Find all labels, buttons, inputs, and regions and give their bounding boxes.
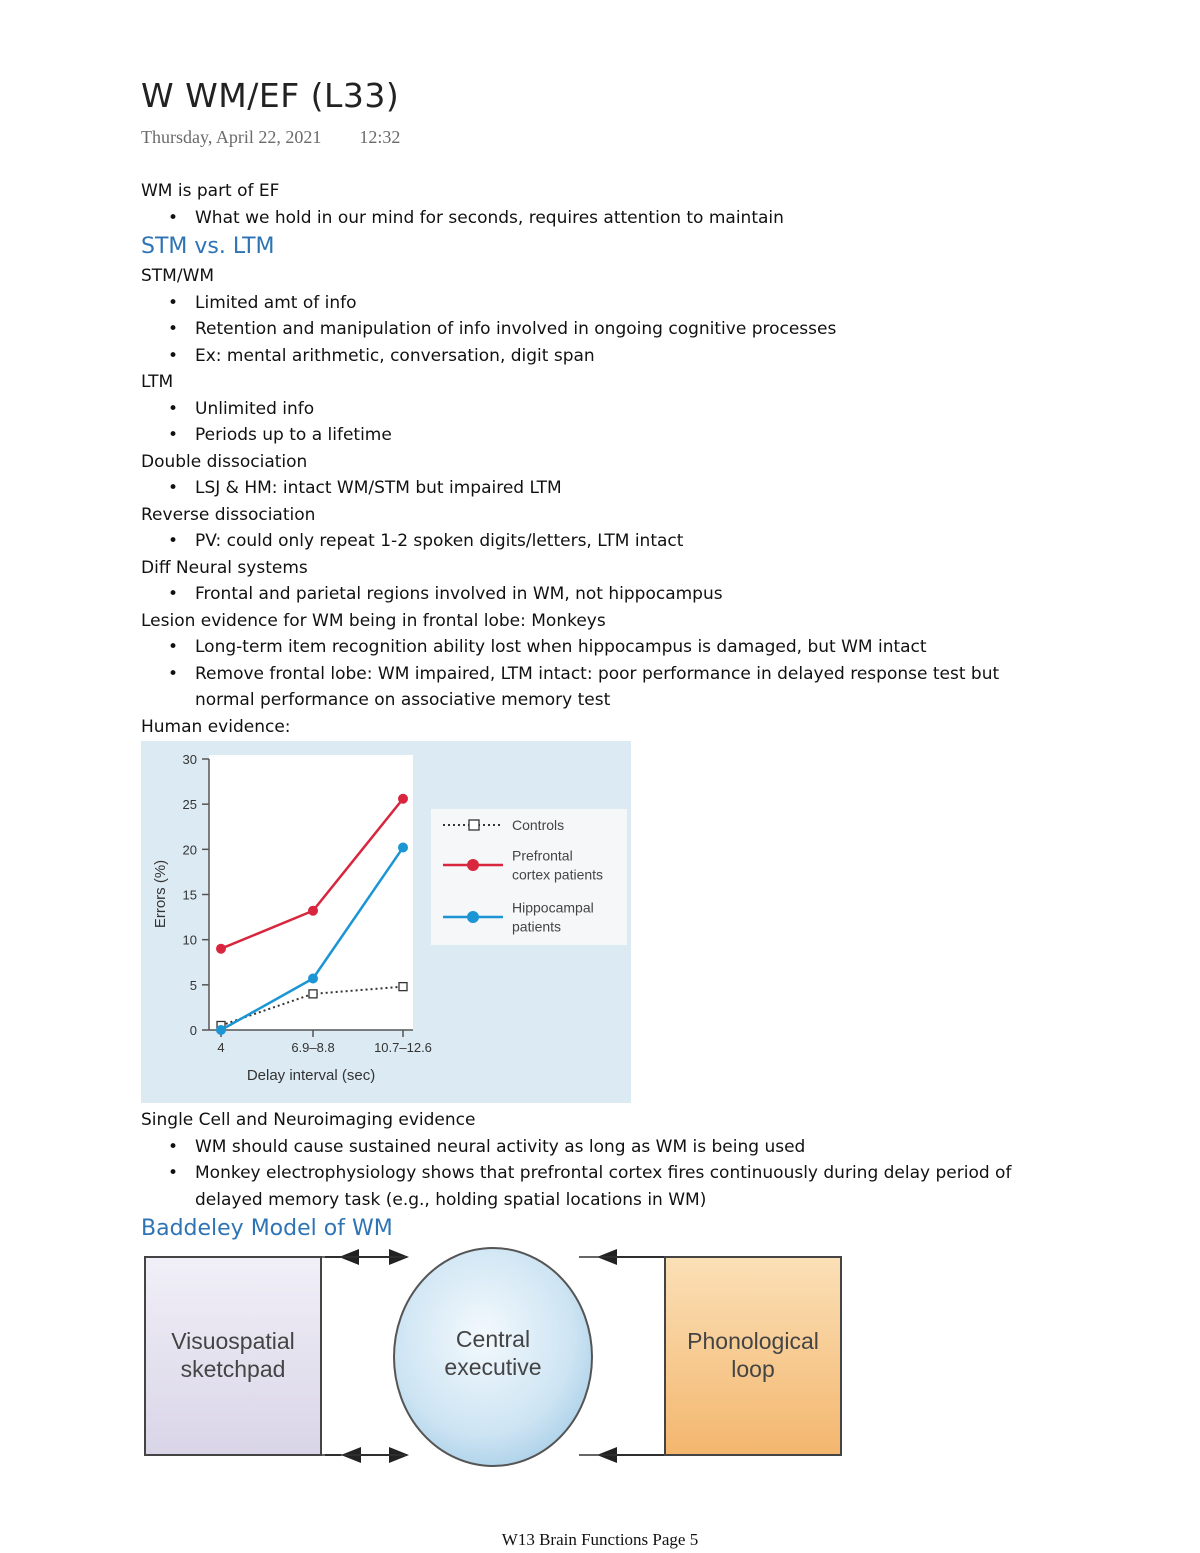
- page-meta: [141, 127, 400, 148]
- single-cell-label: Single Cell and Neuroimaging evidence: [141, 1110, 476, 1130]
- page-title: W WM/EF (L33): [141, 76, 400, 115]
- double-dissociation-bullets: [141, 475, 1051, 502]
- double-dissociation-label: Double dissociation: [141, 451, 308, 472]
- legend-label: Hippocampal: [512, 899, 594, 916]
- y-tick-label: 10: [182, 932, 197, 948]
- stm-ltm-heading: STM vs. LTM: [141, 234, 275, 259]
- bullet-item: • Frontal and parietal regions involved in WM, not hippocampus: [195, 581, 1051, 608]
- baddeley-model-diagram: [141, 1247, 861, 1477]
- x-tick-label: 6.9–8.8: [291, 1040, 335, 1055]
- bullet-item: • WM should cause sustained neural activity as long as WM is being used: [195, 1134, 1051, 1161]
- legend-marker: [467, 859, 479, 871]
- bullet-item: • Limited amt of info: [195, 290, 1051, 317]
- y-tick-label: 30: [182, 752, 197, 767]
- data-point: [309, 990, 317, 998]
- central-executive-label-2: executive: [444, 1354, 542, 1380]
- bullet-item: • Periods up to a lifetime: [195, 422, 1051, 449]
- visuospatial-label-1: Visuospatial: [171, 1328, 295, 1354]
- neural-systems-bullets: [141, 581, 1051, 608]
- y-tick-label: 20: [182, 842, 197, 858]
- human-evidence-label: Human evidence:: [141, 716, 291, 737]
- intro-bullets: [141, 205, 1051, 232]
- y-tick-label: 25: [182, 797, 197, 813]
- intro-text: WM is part of EF: [141, 181, 280, 201]
- bullet-item: • Ex: mental arithmetic, conversation, digit span: [195, 343, 1051, 370]
- bullet-item: • LSJ & HM: intact WM/STM but impaired LTM: [195, 475, 1051, 502]
- y-tick-label: 5: [189, 977, 197, 993]
- bullet-item: • Long-term item recognition ability lost when hippocampus is damaged, but WM intact: [195, 634, 1051, 661]
- data-point: [398, 794, 408, 804]
- reverse-dissociation-bullets: [141, 528, 1051, 555]
- legend-label: cortex patients: [512, 866, 604, 883]
- x-tick-label: 4: [217, 1040, 225, 1055]
- ltm-label: LTM: [141, 372, 174, 392]
- x-tick-label: 10.7–12.6: [374, 1040, 432, 1055]
- data-point: [216, 1025, 226, 1035]
- page-footer: W13 Brain Functions Page 5: [501, 1530, 699, 1549]
- page-time: 12:32: [359, 127, 401, 147]
- y-axis-label: Errors (%): [152, 859, 169, 929]
- bullet-item: • What we hold in our mind for seconds, requires attention to maintain: [195, 205, 1051, 232]
- data-point: [308, 974, 318, 984]
- central-executive-label-1: Central: [455, 1326, 531, 1352]
- baddeley-model-svg: [141, 1247, 861, 1477]
- neural-systems-label: Diff Neural systems: [141, 557, 308, 578]
- y-tick-label: 0: [189, 1023, 197, 1038]
- data-point: [398, 843, 408, 853]
- legend-label: patients: [512, 918, 562, 935]
- y-tick-label: 15: [182, 887, 197, 903]
- visuospatial-label-2: sketchpad: [180, 1356, 286, 1382]
- bullet-item: • Remove frontal lobe: WM impaired, LTM intact: poor performance in delayed response test but normal performance on associative memory test: [195, 661, 1051, 714]
- page-date: Thursday, April 22, 2021: [141, 127, 322, 147]
- x-axis-label: Delay interval (sec): [246, 1067, 376, 1084]
- legend-label: Prefrontal: [512, 847, 573, 864]
- reverse-dissociation-label: Reverse dissociation: [141, 504, 316, 525]
- data-point: [308, 906, 318, 916]
- bullet-item: • PV: could only repeat 1-2 spoken digits/letters, LTM intact: [195, 528, 1051, 555]
- phonological-label-1: Phonological: [687, 1328, 819, 1354]
- errors-chart: [141, 741, 631, 1103]
- data-point: [399, 983, 407, 991]
- ltm-bullets: [141, 396, 1051, 449]
- stm-bullets: [141, 290, 1051, 370]
- bullet-item: • Retention and manipulation of info involved in ongoing cognitive processes: [195, 316, 1051, 343]
- stm-label: STM/WM: [141, 266, 215, 286]
- legend-marker: [467, 911, 479, 923]
- single-cell-bullets: [141, 1134, 1051, 1214]
- data-point: [216, 944, 226, 954]
- lesion-evidence-bullets: [141, 634, 1051, 714]
- bullet-item: • Monkey electrophysiology shows that prefrontal cortex fires continuously during delay period of delayed memory task (e.g., holding spatial locations in WM): [195, 1160, 1051, 1213]
- legend-label: Controls: [512, 817, 565, 833]
- note-content: [141, 178, 1051, 1477]
- legend-marker: [469, 820, 479, 830]
- phonological-label-2: loop: [731, 1356, 775, 1382]
- baddeley-heading: Baddeley Model of WM: [141, 1216, 393, 1241]
- errors-chart-svg: [141, 741, 631, 1103]
- lesion-evidence-label: Lesion evidence for WM being in frontal lobe: Monkeys: [141, 610, 606, 631]
- bullet-item: • Unlimited info: [195, 396, 1051, 423]
